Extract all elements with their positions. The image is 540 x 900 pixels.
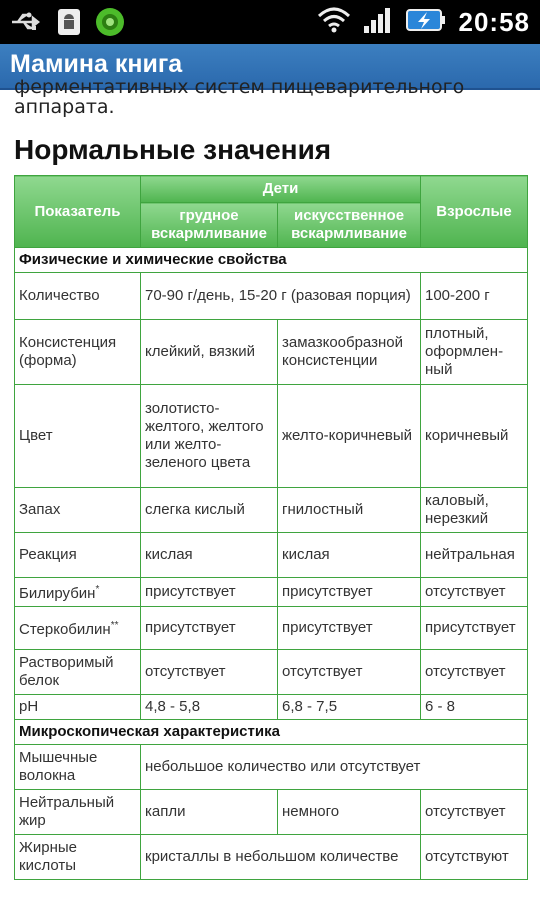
row-adults-value: отсутствуют <box>421 835 528 880</box>
group-title: Физические и химические свойства <box>15 248 528 273</box>
row-name: Реакция <box>15 533 141 578</box>
partial-text-top: ферментативных систем пищеварительного <box>14 76 465 98</box>
row-breast-value: присутствует <box>141 578 278 607</box>
row-adults-value: отсутствует <box>421 790 528 835</box>
row-adults-value: отсутствует <box>421 650 528 695</box>
header-children: Дети <box>141 176 421 203</box>
table-header-row <box>15 176 528 203</box>
app-title: Мамина книга <box>10 50 183 78</box>
wifi-icon <box>317 6 351 38</box>
content-scroll-area[interactable] <box>0 76 540 900</box>
table-row <box>15 488 528 533</box>
status-bar <box>0 0 540 44</box>
row-adults-value: отсутствует <box>421 578 528 607</box>
row-name-text: Билирубин <box>19 585 96 602</box>
battery-charging-icon <box>405 6 447 38</box>
row-breast-value: капли <box>141 790 278 835</box>
row-artificial-value: присутствует <box>278 578 421 607</box>
row-name: Запах <box>15 488 141 533</box>
section-heading: Нормальные значения <box>14 134 332 165</box>
row-artificial-value: желто-коричневый <box>278 385 421 488</box>
row-name: pH <box>15 695 141 720</box>
row-adults-value: плотный, оформленный <box>421 320 528 385</box>
signal-icon <box>363 6 393 38</box>
table-row <box>15 835 528 880</box>
row-children-value: кристаллы в небольшом количестве <box>141 835 421 880</box>
row-artificial-value: гнилостный <box>278 488 421 533</box>
row-breast-value: 4,8 - 5,8 <box>141 695 278 720</box>
normal-values-table <box>14 175 528 880</box>
table-row <box>15 745 528 790</box>
table-group-row <box>15 248 528 273</box>
row-name <box>15 607 141 650</box>
table-row <box>15 385 528 488</box>
row-breast-value: клейкий, вязкий <box>141 320 278 385</box>
header-breast-feeding: грудное вскармливание <box>141 203 278 248</box>
table-row <box>15 578 528 607</box>
status-time: 20:58 <box>458 6 530 37</box>
row-breast-value: присутствует <box>141 607 278 650</box>
table-row <box>15 533 528 578</box>
table-row <box>15 790 528 835</box>
row-artificial-value: кислая <box>278 533 421 578</box>
header-artificial-feeding: искусственное вскармливание <box>278 203 421 248</box>
row-name <box>15 578 141 607</box>
android-icon <box>54 7 84 41</box>
row-adults-value: 6 - 8 <box>421 695 528 720</box>
table-row <box>15 273 528 320</box>
row-adults-value: 100-200 г <box>421 273 528 320</box>
row-breast-value: кислая <box>141 533 278 578</box>
table-row <box>15 607 528 650</box>
row-artificial-value: 6,8 - 7,5 <box>278 695 421 720</box>
table-group-row <box>15 720 528 745</box>
row-artificial-value: отсутствует <box>278 650 421 695</box>
row-artificial-value: немного <box>278 790 421 835</box>
partial-text: аппарата. <box>14 96 115 118</box>
header-indicator: Показатель <box>15 176 141 248</box>
usb-icon <box>10 8 44 40</box>
row-breast-value: отсутствует <box>141 650 278 695</box>
footnote-marker: * <box>95 584 100 595</box>
app-notification-icon <box>94 6 126 42</box>
group-title: Микроскопическая характеристика <box>15 720 528 745</box>
row-artificial-value: присутствует <box>278 607 421 650</box>
row-adults-value: присутствует <box>421 607 528 650</box>
row-name: Количество <box>15 273 141 320</box>
row-breast-value: золотисто-желтого, желтого или желто-зеленого цвета <box>141 385 278 488</box>
table-row <box>15 650 528 695</box>
table-row <box>15 695 528 720</box>
row-adults-value: каловый, нерезкий <box>421 488 528 533</box>
row-name: Жирные кислоты <box>15 835 141 880</box>
row-name: Нейтральный жир <box>15 790 141 835</box>
row-name: Растворимый белок <box>15 650 141 695</box>
row-name-text: Стеркобилин <box>19 621 111 638</box>
header-adults: Взрослые <box>421 176 528 248</box>
row-name: Мышечные волокна <box>15 745 141 790</box>
row-adults-value: коричневый <box>421 385 528 488</box>
row-merged-value: небольшое количество или отсутствует <box>141 745 528 790</box>
row-children-value: 70-90 г/день, 15-20 г (разовая порция) <box>141 273 421 320</box>
row-breast-value: слегка кислый <box>141 488 278 533</box>
row-name: Цвет <box>15 385 141 488</box>
row-artificial-value: замазкообразной консистенции <box>278 320 421 385</box>
table-row <box>15 320 528 385</box>
row-name: Консистенция (форма) <box>15 320 141 385</box>
footnote-marker: ** <box>110 620 119 631</box>
row-adults-value: нейтральная <box>421 533 528 578</box>
